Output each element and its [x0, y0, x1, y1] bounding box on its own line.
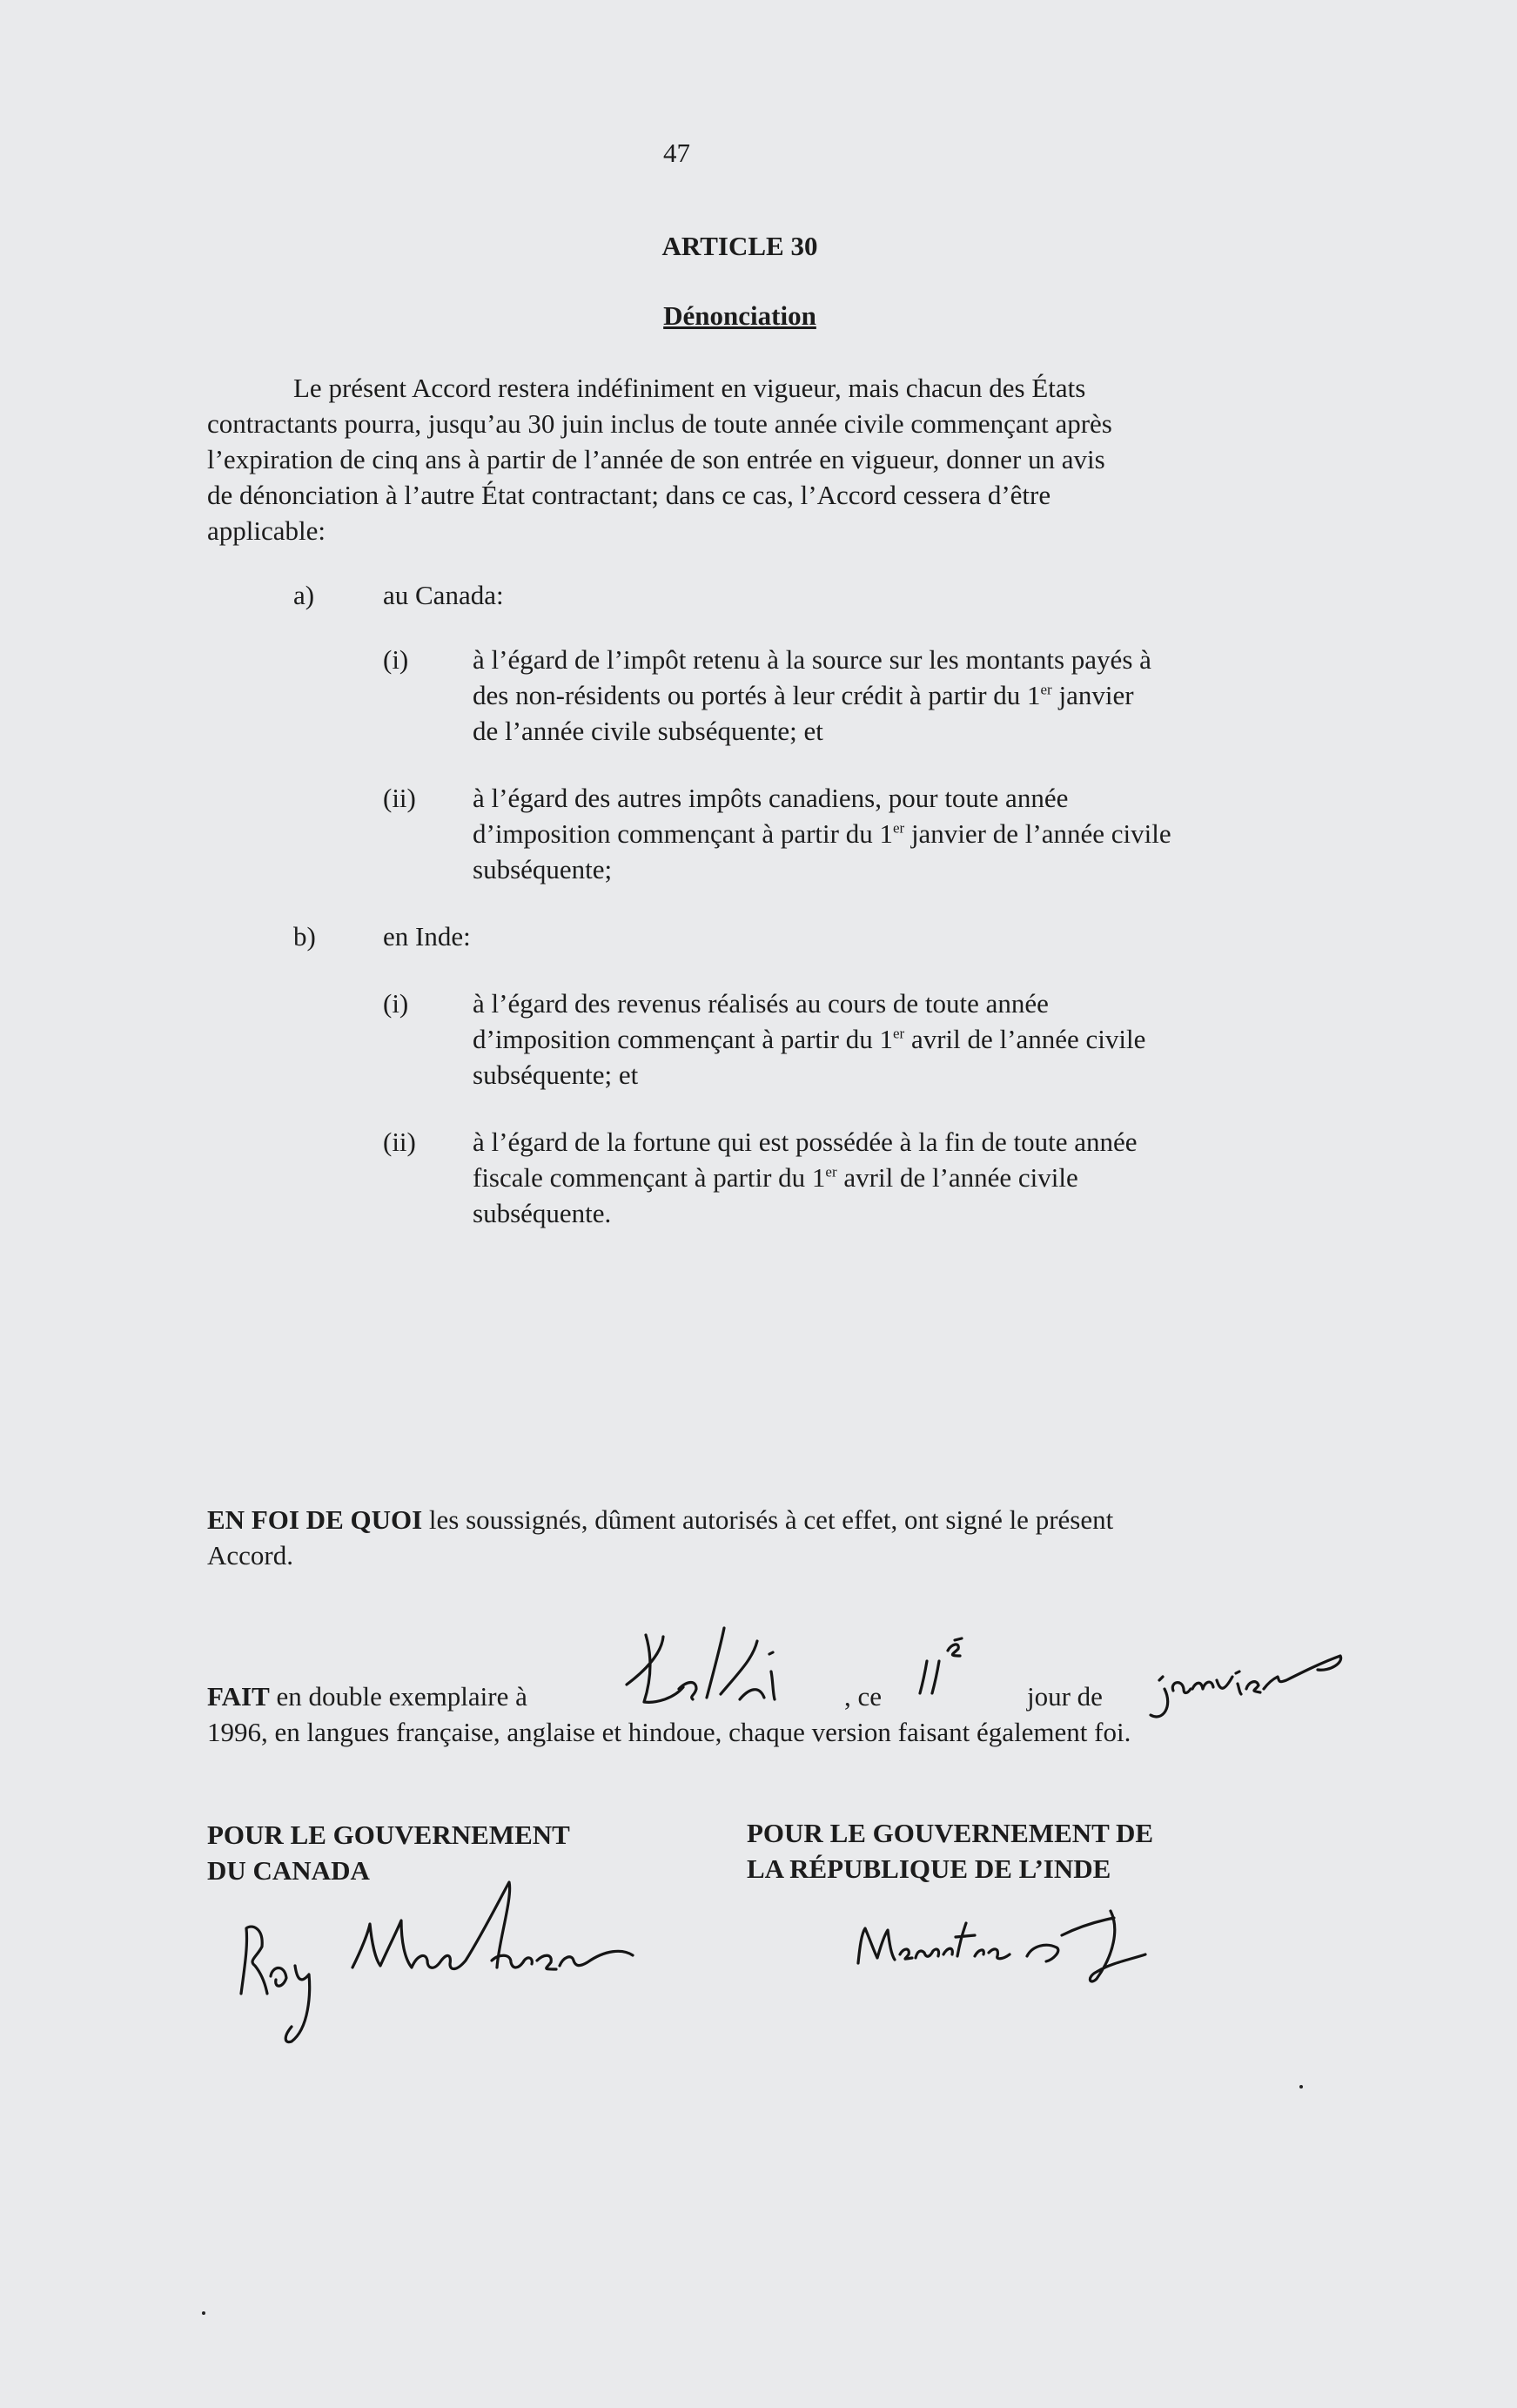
- witness-line: Accord.: [207, 1540, 293, 1571]
- done-at-bold: FAIT: [207, 1681, 270, 1712]
- article-heading: Dénonciation: [663, 300, 816, 331]
- item-line: [473, 677, 1134, 713]
- intro-line: l’expiration de cinq ans à partir de l’année de son entrée en vigueur, donner un avis: [207, 444, 1105, 474]
- signatory-title: LA RÉPUBLIQUE DE L’INDE: [747, 1853, 1111, 1884]
- intro-line: applicable:: [207, 515, 326, 546]
- done-at-line: 1996, en langues française, anglaise et hindoue, chaque version faisant également foi.: [207, 1717, 1131, 1747]
- item-line: à l’égard de la fortune qui est possédée à la fin de toute année: [473, 1127, 1138, 1157]
- witness-bold: EN FOI DE QUOI: [207, 1504, 423, 1535]
- speck: [202, 2311, 205, 2315]
- item-line-text: d’imposition commençant à partir du 1: [473, 818, 893, 849]
- item-line-text: janvier de l’année civile: [904, 818, 1171, 849]
- handwritten-place-drawing: [609, 1619, 783, 1715]
- item-marker: (i): [383, 644, 409, 675]
- item-line-text: janvier: [1051, 680, 1134, 710]
- item-line: [473, 1021, 1145, 1057]
- intro-line: Le présent Accord restera indéfiniment en vigueur, mais chacun des États: [293, 373, 1086, 403]
- done-at-text: , ce: [844, 1681, 883, 1712]
- signature-canada: [222, 1863, 657, 2055]
- done-at-line: [207, 1678, 527, 1714]
- item-line: subséquente.: [473, 1198, 612, 1228]
- done-at-text: jour de: [1027, 1681, 1103, 1712]
- item-line: de l’année civile subséquente; et: [473, 716, 823, 746]
- item-marker: (i): [383, 988, 409, 1019]
- speck: [1299, 2085, 1303, 2089]
- item-line: à l’égard des revenus réalisés au cours de toute année: [473, 988, 1049, 1019]
- section-label: au Canada:: [383, 580, 504, 610]
- item-marker: (ii): [383, 783, 416, 813]
- item-line-text: fiscale commençant à partir du 1: [473, 1162, 826, 1193]
- section-marker: a): [293, 580, 315, 610]
- signature-india: [853, 1902, 1166, 1998]
- handwritten-day: [910, 1637, 970, 1706]
- section-label: en Inde:: [383, 921, 471, 952]
- witness-text: les soussignés, dûment autorisés à cet effet, ont signé le présent: [422, 1504, 1114, 1535]
- item-line: [473, 816, 1171, 851]
- witness-line: [207, 1502, 1113, 1537]
- item-line: subséquente; et: [473, 1059, 639, 1090]
- item-line-text: avril de l’année civile: [836, 1162, 1078, 1193]
- signatory-title: POUR LE GOUVERNEMENT DE: [747, 1818, 1154, 1848]
- item-marker: (ii): [383, 1127, 416, 1157]
- handwritten-month: [1147, 1645, 1347, 1724]
- intro-line: contractants pourra, jusqu’au 30 juin inclus de toute année civile commençant après: [207, 408, 1112, 439]
- item-line-text: d’imposition commençant à partir du 1: [473, 1024, 893, 1054]
- ordinal-suffix: er: [892, 819, 905, 837]
- item-line-text: des non-résidents ou portés à leur crédit à partir du 1: [473, 680, 1041, 710]
- item-line: à l’égard de l’impôt retenu à la source sur les montants payés à: [473, 644, 1151, 675]
- article-title: ARTICLE 30: [661, 231, 818, 261]
- handwritten-day-drawing: [910, 1637, 970, 1706]
- item-line: subséquente;: [473, 854, 613, 885]
- handwritten-month-drawing: [1147, 1645, 1347, 1724]
- ordinal-suffix: er: [892, 1025, 905, 1042]
- section-marker: b): [293, 921, 316, 952]
- signatory-title: DU CANADA: [207, 1855, 370, 1886]
- item-line-text: avril de l’année civile: [904, 1024, 1146, 1054]
- signature-canada-drawing: [222, 1863, 657, 2055]
- ordinal-suffix: er: [825, 1163, 837, 1180]
- item-line: [473, 1160, 1078, 1195]
- item-line: à l’égard des autres impôts canadiens, pour toute année: [473, 783, 1069, 813]
- handwritten-place: [609, 1619, 783, 1715]
- signature-india-drawing: [853, 1902, 1166, 1998]
- intro-line: de dénonciation à l’autre État contractant; dans ce cas, l’Accord cessera d’être: [207, 480, 1051, 510]
- signatory-title: POUR LE GOUVERNEMENT: [207, 1819, 570, 1850]
- done-at-text: en double exemplaire à: [269, 1681, 527, 1712]
- page-number: 47: [663, 138, 690, 168]
- ordinal-suffix: er: [1040, 681, 1052, 698]
